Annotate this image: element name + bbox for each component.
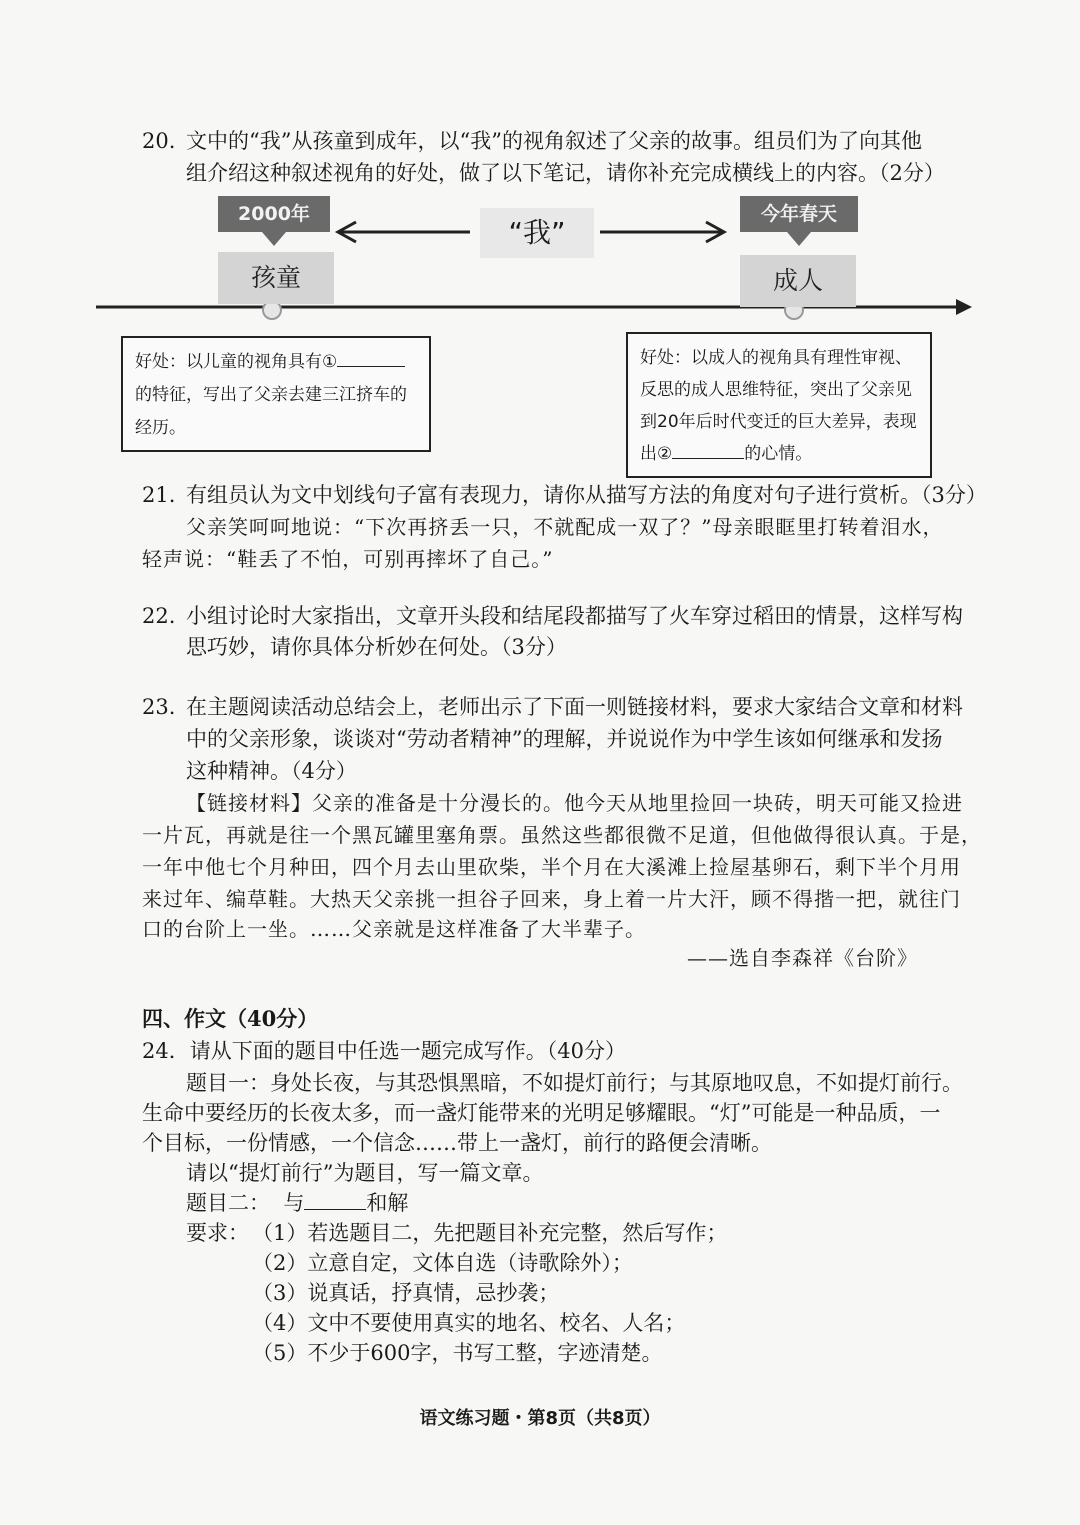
q23-line1 [142, 692, 963, 722]
child-note-line2: 的特征，写出了父亲去建三江挤车的 [135, 385, 407, 405]
requirement-5: （5）不少于600字，书写工整，字迹清楚。 [252, 1341, 663, 1365]
child-note-line1: 好处：以儿童的视角具有① [135, 352, 338, 372]
q23-line2: 中的父亲形象，谈谈对“劳动者精神”的理解，并说说作为中学生该如何继承和发扬 [186, 727, 943, 751]
q22-text-1: 小组讨论时大家指出，文章开头段和结尾段都描写了火车穿过稻田的情景，这样写构 [186, 604, 963, 628]
right-arrow [600, 222, 724, 242]
adult-stage-tag: 成人 [740, 255, 856, 307]
requirement-2: （2）立意自定，文体自选（诗歌除外）； [252, 1251, 633, 1275]
q20-text-1: 文中的“我”从孩童到成年，以“我”的视角叙述了父亲的故事。组员们为了向其他 [186, 129, 922, 153]
page-footer: 语文练习题・第8页（共8页） [419, 1408, 661, 1429]
adult-note-line3: 到20年后时代变迁的巨大差异，表现 [640, 412, 917, 432]
q21-quote-1: 父亲笑呵呵地说：“下次再挤丢一只，不就配成一双了？”母亲眼眶里打转着泪水， [186, 515, 944, 539]
q20-number: 20. [142, 129, 176, 153]
section-4-title: 四、作文（40分） [142, 1006, 319, 1031]
arrows-graphic [0, 0, 1080, 340]
requirement-4: （4）文中不要使用真实的地名、校名、人名； [252, 1311, 686, 1335]
linked-material-2: 一片瓦，再就是往一个黑瓦罐里塞角票。虽然这些都很微不足道，但他做得很认真。于是， [142, 823, 982, 847]
requirement-3: （3）说真话，抒真情，忌抄袭； [252, 1281, 560, 1305]
q21-line1 [142, 480, 987, 510]
requirements-label: 要求： [186, 1221, 249, 1245]
q21-text-1: 有组员认为文中划线句子富有表现力，请你从描写方法的角度对句子进行赏析。（3分） [186, 483, 987, 507]
material-source: ——选自李森祥《台阶》 [687, 946, 918, 970]
topic2-line [186, 1188, 408, 1218]
topic1-line3: 个目标，一份情感，一个信念……带上一盏灯，前行的路便会清晰。 [142, 1131, 772, 1155]
topic1-line2: 生命中要经历的长夜太多，而一盏灯能带来的光明足够耀眼。“灯”可能是一种品质，一 [142, 1101, 941, 1125]
q22-line2: 思巧妙，请你具体分析妙在何处。（3分） [186, 635, 567, 659]
q24-prompt: 24．请从下面的题目中任选一题完成写作。（40分） [142, 1039, 626, 1063]
linked-material-3: 一年中他七个月种田，四个月去山里砍柴，半个月在大溪滩上捡屋基卵石，剩下半个月用 [142, 855, 961, 879]
q23-line3: 这种精神。（4分） [186, 759, 357, 783]
child-perspective-note [121, 336, 431, 452]
topic1-line1: 题目一：身处长夜，与其恐惧黑暗，不如提灯前行；与其原地叹息，不如提灯前行。 [186, 1071, 963, 1095]
adult-note-line2: 反思的成人思维特征，突出了父亲见 [640, 380, 912, 400]
q23-text-1: 在主题阅读活动总结会上，老师出示了下面一则链接材料，要求大家结合文章和材料 [186, 695, 963, 719]
adult-note-line4b: 的心情。 [744, 444, 813, 464]
topic2-suffix: 和解 [366, 1191, 409, 1215]
this-spring-tag: 今年春天 [740, 196, 858, 232]
q22-line1 [142, 601, 963, 631]
linked-material-4: 来过年、编草鞋。大热天父亲挑一担谷子回来，身上着一片大汗，顾不得揩一把，就往门 [142, 887, 961, 911]
topic2-prefix: 题目二： 与 [186, 1191, 305, 1215]
linked-material-5: 口的台阶上一坐。……父亲就是这样准备了大半辈子。 [142, 917, 646, 941]
q20-line2: 组介绍这种叙述视角的好处，做了以下笔记，请你补充完成横线上的内容。（2分） [186, 161, 945, 185]
topic1-line4: 请以“提灯前行”为题目，写一篇文章。 [186, 1161, 544, 1185]
adult-perspective-note [626, 332, 932, 478]
child-note-line3: 经历。 [135, 418, 186, 438]
left-arrow [338, 222, 470, 242]
year-2000-tag: 2000年 [218, 196, 330, 232]
q21-quote-2: 轻声说：“鞋丢了不怕，可别再摔坏了自己。” [142, 547, 554, 571]
q22-number: 22. [142, 604, 176, 628]
answer-blank-1[interactable] [337, 348, 405, 367]
adult-note-line4a: 出② [640, 444, 673, 464]
requirement-1: （1）若选题目二，先把题目补充完整，然后写作； [252, 1221, 728, 1245]
linked-material-1: 【链接材料】父亲的准备是十分漫长的。他今天从地里捡回一块砖，明天可能又捡进 [186, 791, 963, 815]
q23-number: 23. [142, 695, 176, 719]
child-stage-tag: 孩童 [218, 252, 334, 304]
narrator-label: “我” [480, 208, 594, 258]
topic2-blank[interactable] [304, 1191, 366, 1210]
adult-note-line1: 好处：以成人的视角具有理性审视、 [640, 348, 912, 368]
answer-blank-2[interactable] [672, 440, 744, 459]
q21-number: 21. [142, 483, 176, 507]
